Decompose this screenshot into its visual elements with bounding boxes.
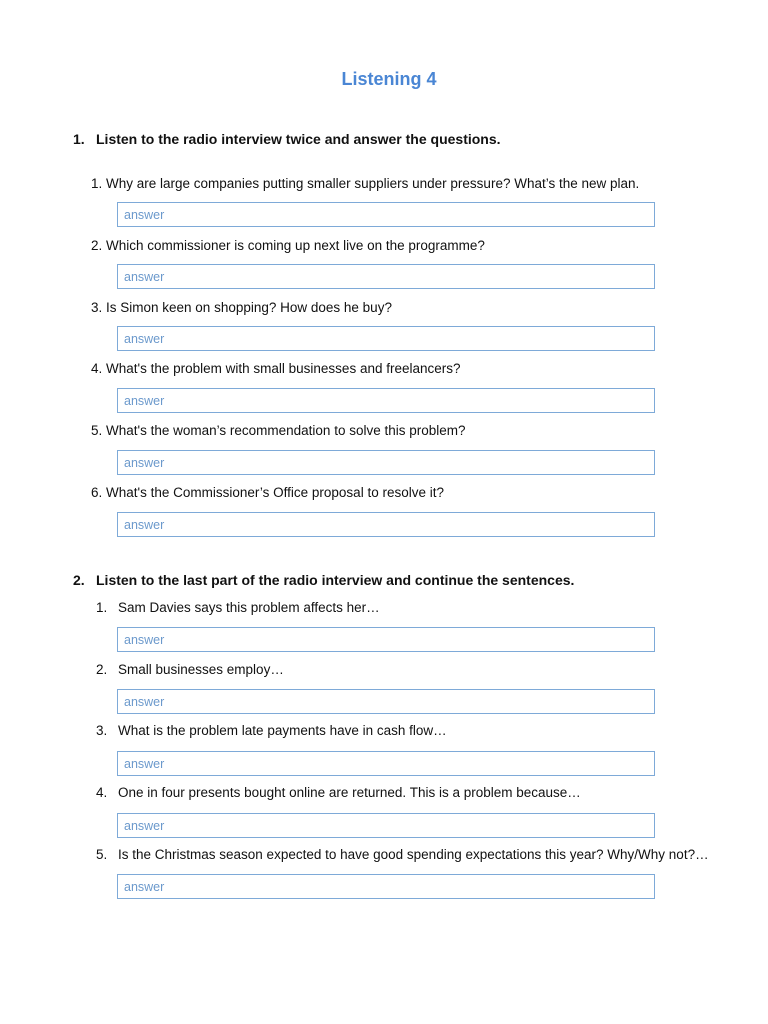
- answer-field-1-5[interactable]: answer: [117, 450, 655, 475]
- question-2-5-text: Is the Christmas season expected to have good spending expectations this year? Why/Why not?…: [118, 847, 709, 862]
- answer-field-2-5[interactable]: answer: [117, 874, 655, 899]
- section-2-heading: [73, 572, 574, 588]
- section-2-heading-text: Listen to the last part of the radio interview and continue the sentences.: [96, 572, 575, 588]
- answer-field-2-3[interactable]: answer: [117, 751, 655, 776]
- question-2-3: [96, 723, 447, 738]
- answer-field-1-4[interactable]: answer: [117, 388, 655, 413]
- question-2-2-number: 2.: [96, 662, 108, 677]
- question-2-1-number: 1.: [96, 600, 108, 615]
- question-1-1: 1. Why are large companies putting smaller suppliers under pressure? What’s the new plan.: [91, 176, 640, 191]
- section-2-number: 2.: [73, 572, 85, 588]
- section-1-heading: [73, 131, 501, 147]
- question-2-4: [96, 785, 581, 800]
- question-1-4: 4. What's the problem with small businesses and freelancers?: [91, 361, 461, 376]
- question-2-4-number: 4.: [96, 785, 108, 800]
- question-1-5: 5. What's the woman’s recommendation to solve this problem?: [91, 423, 466, 438]
- answer-field-1-1[interactable]: answer: [117, 202, 655, 227]
- page-title: Listening 4: [341, 69, 437, 89]
- question-2-3-text: What is the problem late payments have in cash flow…: [118, 723, 447, 738]
- question-2-5: [96, 847, 709, 862]
- section-1-number: 1.: [73, 131, 85, 147]
- answer-field-2-2[interactable]: answer: [117, 689, 655, 714]
- question-2-3-number: 3.: [96, 723, 108, 738]
- answer-field-1-6[interactable]: answer: [117, 512, 655, 537]
- question-2-1: [96, 600, 380, 615]
- question-1-3: 3. Is Simon keen on shopping? How does he buy?: [91, 300, 392, 315]
- question-2-4-text: One in four presents bought online are returned. This is a problem because…: [118, 785, 581, 800]
- answer-field-2-1[interactable]: answer: [117, 627, 655, 652]
- question-2-2: [96, 662, 284, 677]
- answer-field-1-3[interactable]: answer: [117, 326, 655, 351]
- question-2-5-number: 5.: [96, 847, 108, 862]
- answer-field-1-2[interactable]: answer: [117, 264, 655, 289]
- question-1-6: 6. What's the Commissioner’s Office proposal to resolve it?: [91, 485, 444, 500]
- section-1-heading-text: Listen to the radio interview twice and answer the questions.: [96, 131, 501, 147]
- question-2-1-text: Sam Davies says this problem affects her…: [118, 600, 380, 615]
- question-1-2: 2. Which commissioner is coming up next live on the programme?: [91, 238, 485, 253]
- question-2-2-text: Small businesses employ…: [118, 662, 284, 677]
- answer-field-2-4[interactable]: answer: [117, 813, 655, 838]
